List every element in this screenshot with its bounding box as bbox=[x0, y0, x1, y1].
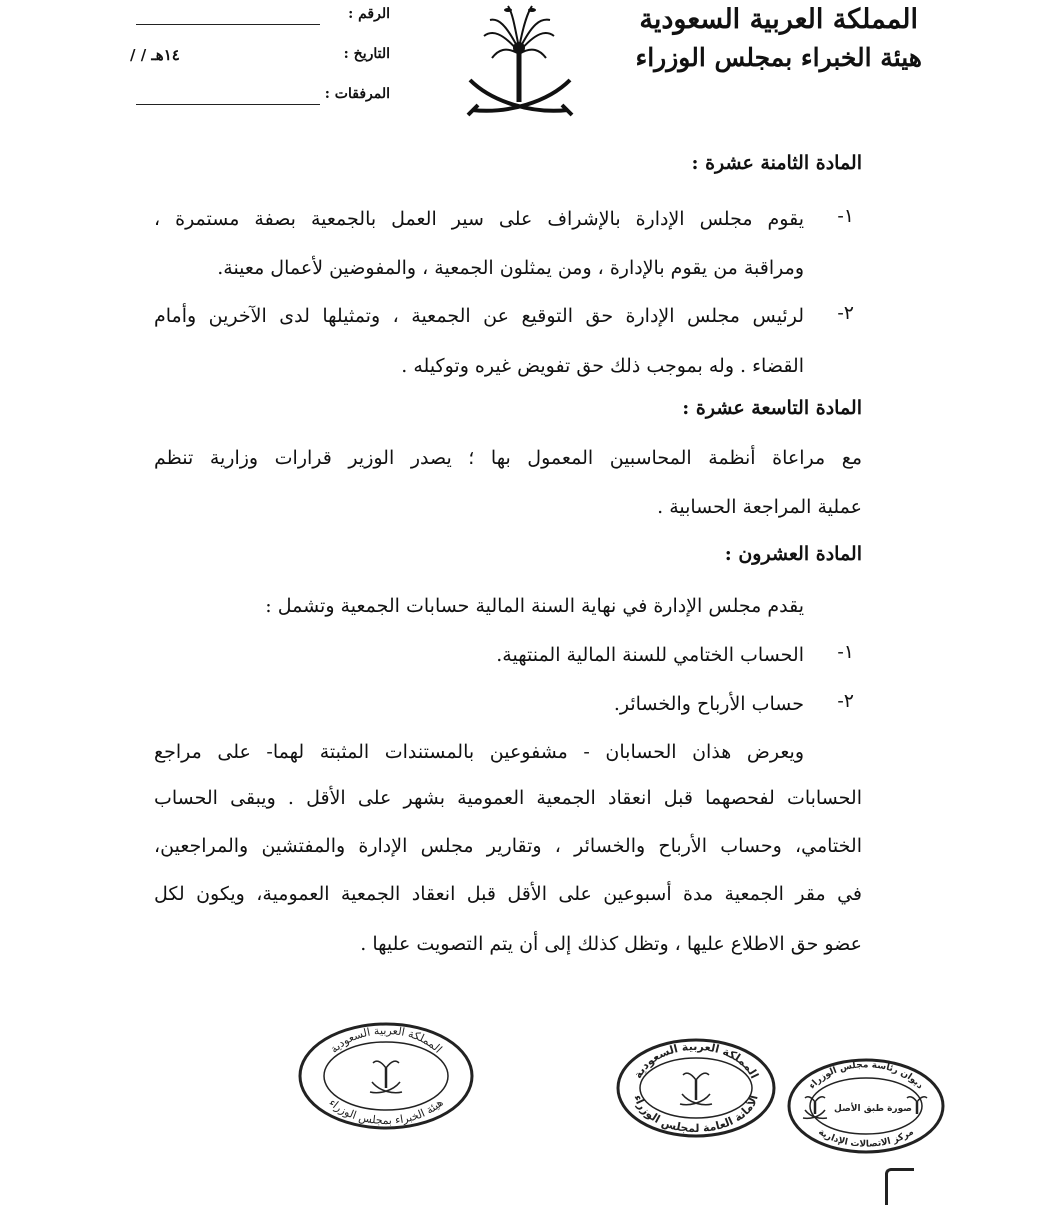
stamp-right-center-text: صورة طبق الأصل bbox=[834, 1104, 912, 1114]
stamp-middle-top-text: المملكة العربية السعودية bbox=[631, 1039, 761, 1081]
organization-name bbox=[635, 2, 922, 78]
page-corner-mark bbox=[885, 1168, 914, 1205]
article-20-item-1-text: الحساب الختامي للسنة المالية المنتهية. bbox=[496, 644, 804, 666]
attachments-label: المرفقات : bbox=[324, 86, 390, 102]
article-18-item-2-line-1: لرئيس مجلس الإدارة حق التوقيع عن الجمعية ، وتمثيلها لدى الآخرين وأمام bbox=[154, 305, 804, 327]
article-18-heading: المادة الثامنة عشرة : bbox=[691, 152, 862, 174]
org-line-1: المملكة العربية السعودية bbox=[639, 4, 919, 35]
stamp-middle-bottom-text: الأمانة العامة لمجلس الوزراء bbox=[631, 1093, 761, 1136]
article-19-heading: المادة التاسعة عشرة : bbox=[682, 397, 862, 419]
article-20-line-1: ويعرض هذان الحسابان - مشفوعين بالمستندات المثبتة لهما- على مراجع bbox=[154, 741, 804, 763]
stamp-true-copy bbox=[785, 1056, 947, 1156]
org-line-2: هيئة الخبراء بمجلس الوزراء bbox=[635, 43, 922, 72]
article-20-intro: يقدم مجلس الإدارة في نهاية السنة المالية حسابات الجمعية وتشمل : bbox=[265, 595, 804, 617]
date-value: / / ١٤هـ bbox=[130, 46, 180, 64]
article-18-item-1-number: ١- bbox=[837, 205, 854, 227]
reference-row bbox=[130, 2, 390, 42]
article-20-item-2-number: ٢- bbox=[837, 690, 854, 712]
article-20-line-2: الحسابات لفحصهما قبل انعقاد الجمعية العمومية بشهر على الأقل . ويبقى الحساب bbox=[154, 787, 862, 809]
stamp-left-top-text: المملكة العربية السعودية bbox=[327, 1023, 445, 1056]
date-row bbox=[130, 42, 390, 82]
article-20-line-4: في مقر الجمعية مدة أسبوعين على الأقل قبل انعقاد الجمعية العمومية، ويكون لكل bbox=[154, 883, 862, 905]
svg-text:المملكة العربية السعودية bbox=[631, 1040, 761, 1081]
national-emblem-icon bbox=[462, 2, 577, 127]
stamp-middle-emblem-icon bbox=[680, 1073, 712, 1105]
article-18-item-1-line-2: ومراقبة من يقوم بالإدارة ، ومن يمثلون الجمعية ، والمفوضين لأعمال معينة. bbox=[217, 257, 804, 279]
stamp-cabinet-secretariat bbox=[614, 1036, 778, 1140]
stamp-experts-commission bbox=[296, 1020, 476, 1132]
reference-blank bbox=[136, 24, 320, 25]
attachments-row bbox=[130, 82, 390, 122]
article-20-item-1-number: ١- bbox=[837, 641, 854, 663]
article-20-heading: المادة العشرون : bbox=[724, 543, 862, 565]
article-18-item-2-number: ٢- bbox=[837, 302, 854, 324]
stamp-right-top-text: ديوان رئاسة مجلس الوزراء bbox=[807, 1060, 925, 1092]
attachments-blank bbox=[136, 104, 320, 105]
stamp-right-bottom-text: مركز الاتصالات الإدارية bbox=[816, 1127, 916, 1150]
stamp-left-emblem-icon bbox=[370, 1061, 402, 1093]
stamp-left-bottom-text: هيئة الخبراء بمجلس الوزراء bbox=[326, 1096, 446, 1128]
article-19-line-2: عملية المراجعة الحسابية . bbox=[657, 496, 862, 518]
article-18-item-2-line-2: القضاء . وله بموجب ذلك حق تفويض غيره وتوكيله . bbox=[401, 355, 804, 377]
article-18-item-1-line-1: يقوم مجلس الإدارة بالإشراف على سير العمل بالجمعية بصفة مستمرة ، bbox=[154, 208, 804, 230]
reference-label: الرقم : bbox=[348, 6, 390, 22]
article-20-line-3: الختامي، وحساب الأرباح والخسائر ، وتقارير مجلس الإدارة والمفتشين والمراجعين، bbox=[154, 835, 862, 857]
article-20-line-5: عضو حق الاطلاع عليها ، وتظل كذلك إلى أن يتم التصويت عليها . bbox=[360, 933, 862, 955]
date-label: التاريخ : bbox=[343, 46, 390, 62]
document-metadata bbox=[130, 2, 390, 122]
article-20-item-2-text: حساب الأرباح والخسائر. bbox=[613, 693, 804, 715]
article-19-line-1: مع مراعاة أنظمة المحاسبين المعمول بها ؛ يصدر الوزير قرارات وزارية تنظم bbox=[154, 447, 862, 469]
